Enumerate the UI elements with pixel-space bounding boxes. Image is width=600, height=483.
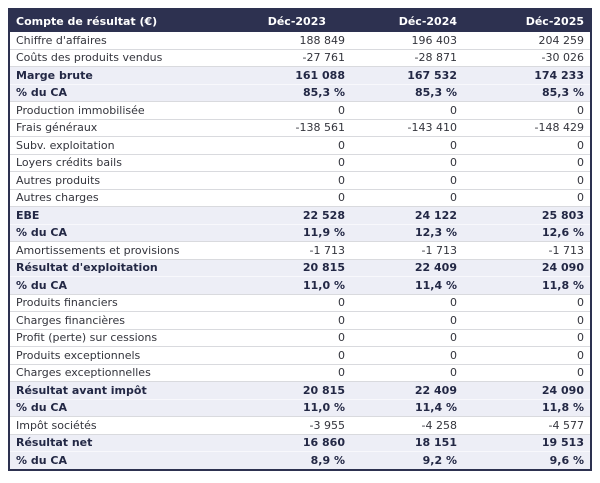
cell-value: 0	[351, 137, 463, 155]
cell-value: 9,2 %	[351, 452, 463, 470]
cell-value: 0	[230, 102, 351, 120]
table-row	[9, 347, 591, 365]
table-row	[9, 382, 591, 400]
column-header-dec-2023: Déc-2023	[230, 9, 351, 32]
table-row	[9, 277, 591, 295]
row-label: % du CA	[9, 399, 230, 417]
column-header-dec-2025: Déc-2025	[463, 9, 591, 32]
cell-value: 9,6 %	[463, 452, 591, 470]
cell-value: 0	[351, 294, 463, 312]
cell-value: 0	[463, 312, 591, 330]
cell-value: 0	[230, 137, 351, 155]
cell-value: 0	[351, 364, 463, 382]
income-statement-table	[8, 8, 592, 471]
cell-value: 85,3 %	[351, 84, 463, 102]
cell-value: 188 849	[230, 32, 351, 49]
cell-value: 196 403	[351, 32, 463, 49]
table-row	[9, 224, 591, 242]
table-row	[9, 154, 591, 172]
table-row	[9, 364, 591, 382]
cell-value: -138 561	[230, 119, 351, 137]
row-label: Loyers crédits bails	[9, 154, 230, 172]
row-label: Profit (perte) sur cessions	[9, 329, 230, 347]
cell-value: 11,8 %	[463, 399, 591, 417]
row-label: Charges exceptionnelles	[9, 364, 230, 382]
row-label: Amortissements et provisions	[9, 242, 230, 260]
cell-value: -3 955	[230, 417, 351, 435]
cell-value: -30 026	[463, 49, 591, 67]
cell-value: 11,4 %	[351, 277, 463, 295]
table-row	[9, 312, 591, 330]
cell-value: 85,3 %	[463, 84, 591, 102]
table-row	[9, 294, 591, 312]
row-label: Produits financiers	[9, 294, 230, 312]
cell-value: 20 815	[230, 259, 351, 277]
cell-value: 0	[463, 102, 591, 120]
cell-value: 0	[230, 189, 351, 207]
cell-value: 0	[230, 172, 351, 190]
cell-value: 0	[351, 154, 463, 172]
row-label: % du CA	[9, 277, 230, 295]
cell-value: 167 532	[351, 67, 463, 85]
row-label: Autres produits	[9, 172, 230, 190]
row-label: % du CA	[9, 84, 230, 102]
cell-value: 0	[351, 172, 463, 190]
table-row	[9, 399, 591, 417]
cell-value: 25 803	[463, 207, 591, 225]
cell-value: 24 122	[351, 207, 463, 225]
cell-value: 24 090	[463, 259, 591, 277]
table-row	[9, 329, 591, 347]
table-row	[9, 67, 591, 85]
cell-value: 19 513	[463, 434, 591, 452]
cell-value: 204 259	[463, 32, 591, 49]
table-row	[9, 189, 591, 207]
table-row	[9, 172, 591, 190]
column-header-dec-2024: Déc-2024	[351, 9, 463, 32]
cell-value: -28 871	[351, 49, 463, 67]
cell-value: 12,6 %	[463, 224, 591, 242]
table-row	[9, 102, 591, 120]
table-row	[9, 259, 591, 277]
cell-value: 0	[463, 294, 591, 312]
table-row	[9, 207, 591, 225]
cell-value: -148 429	[463, 119, 591, 137]
table-row	[9, 49, 591, 67]
row-label: Production immobilisée	[9, 102, 230, 120]
table-title: Compte de résultat (€)	[9, 9, 230, 32]
row-label: % du CA	[9, 224, 230, 242]
cell-value: 0	[463, 329, 591, 347]
table-row	[9, 119, 591, 137]
cell-value: 0	[230, 364, 351, 382]
cell-value: -1 713	[351, 242, 463, 260]
cell-value: 11,0 %	[230, 399, 351, 417]
row-label: % du CA	[9, 452, 230, 470]
cell-value: 11,4 %	[351, 399, 463, 417]
cell-value: 0	[230, 294, 351, 312]
cell-value: 0	[230, 347, 351, 365]
table-body	[9, 32, 591, 470]
row-label: Résultat d'exploitation	[9, 259, 230, 277]
cell-value: 0	[230, 329, 351, 347]
row-label: Produits exceptionnels	[9, 347, 230, 365]
table-row	[9, 137, 591, 155]
cell-value: 161 088	[230, 67, 351, 85]
cell-value: 85,3 %	[230, 84, 351, 102]
row-label: Subv. exploitation	[9, 137, 230, 155]
row-label: Marge brute	[9, 67, 230, 85]
cell-value: 0	[463, 137, 591, 155]
cell-value: 22 409	[351, 259, 463, 277]
row-label: Coûts des produits vendus	[9, 49, 230, 67]
cell-value: -27 761	[230, 49, 351, 67]
row-label: Résultat avant impôt	[9, 382, 230, 400]
cell-value: 8,9 %	[230, 452, 351, 470]
row-label: Charges financières	[9, 312, 230, 330]
cell-value: 11,9 %	[230, 224, 351, 242]
cell-value: 0	[463, 154, 591, 172]
cell-value: 22 409	[351, 382, 463, 400]
header-row	[9, 9, 591, 32]
table-row	[9, 32, 591, 49]
cell-value: 12,3 %	[351, 224, 463, 242]
cell-value: -4 258	[351, 417, 463, 435]
row-label: Résultat net	[9, 434, 230, 452]
cell-value: 0	[463, 172, 591, 190]
table-row	[9, 452, 591, 470]
cell-value: 20 815	[230, 382, 351, 400]
cell-value: 0	[351, 189, 463, 207]
cell-value: 0	[351, 347, 463, 365]
cell-value: 11,8 %	[463, 277, 591, 295]
cell-value: -1 713	[230, 242, 351, 260]
table-row	[9, 242, 591, 260]
cell-value: 0	[351, 102, 463, 120]
cell-value: -1 713	[463, 242, 591, 260]
row-label: Frais généraux	[9, 119, 230, 137]
cell-value: 11,0 %	[230, 277, 351, 295]
cell-value: 22 528	[230, 207, 351, 225]
table-row	[9, 417, 591, 435]
row-label: EBE	[9, 207, 230, 225]
cell-value: 0	[351, 312, 463, 330]
cell-value: -143 410	[351, 119, 463, 137]
cell-value: 174 233	[463, 67, 591, 85]
cell-value: 0	[230, 154, 351, 172]
cell-value: 0	[351, 329, 463, 347]
table-header	[9, 9, 591, 32]
cell-value: 0	[230, 312, 351, 330]
table-row	[9, 84, 591, 102]
cell-value: -4 577	[463, 417, 591, 435]
row-label: Chiffre d'affaires	[9, 32, 230, 49]
cell-value: 0	[463, 364, 591, 382]
row-label: Impôt sociétés	[9, 417, 230, 435]
table-row	[9, 434, 591, 452]
cell-value: 16 860	[230, 434, 351, 452]
row-label: Autres charges	[9, 189, 230, 207]
cell-value: 0	[463, 189, 591, 207]
cell-value: 18 151	[351, 434, 463, 452]
cell-value: 0	[463, 347, 591, 365]
cell-value: 24 090	[463, 382, 591, 400]
